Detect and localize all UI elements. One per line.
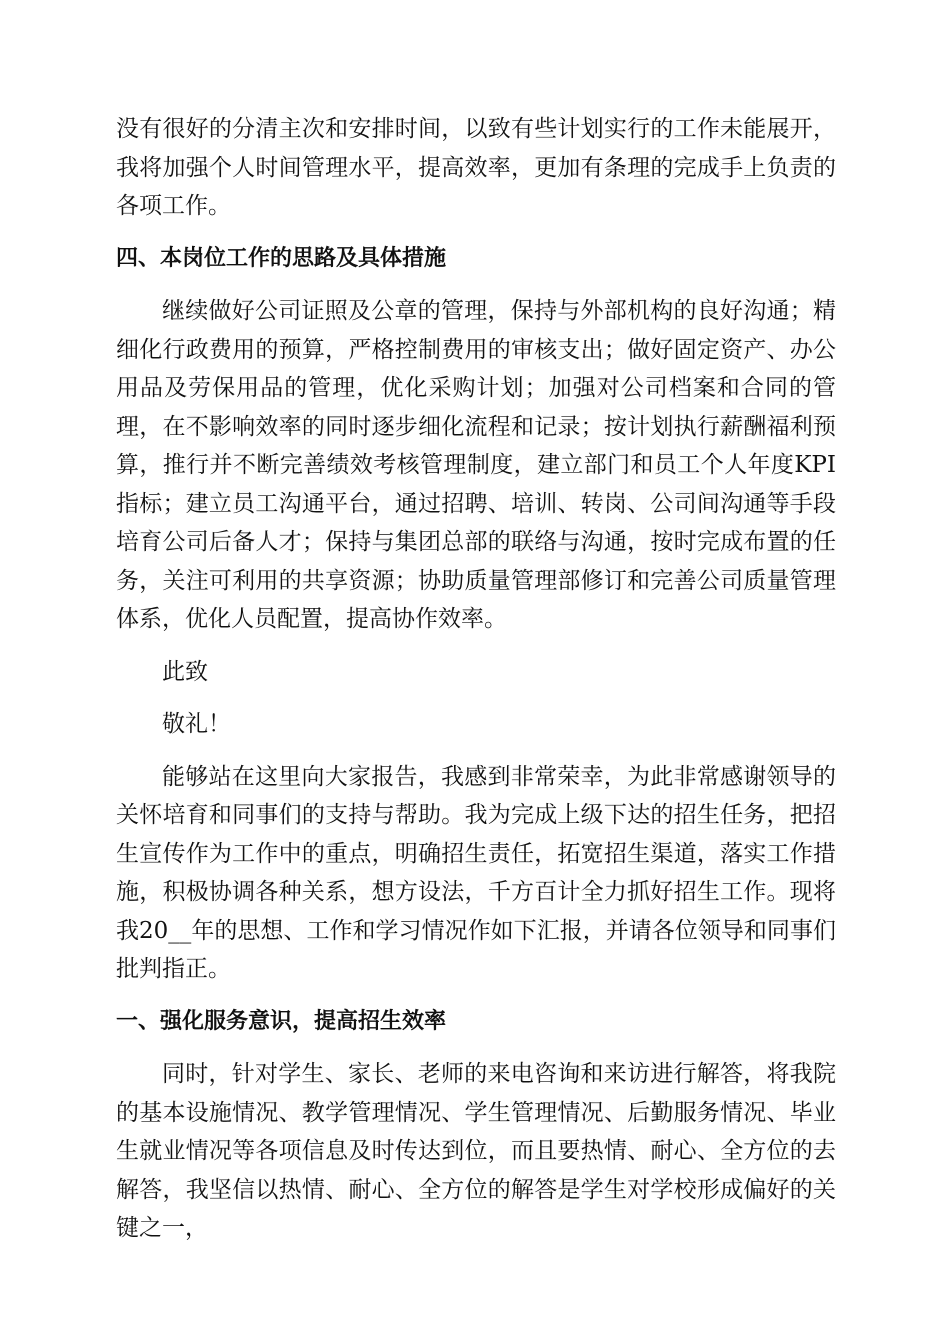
closing-salutation: 此致 [162,658,208,685]
paragraph-continuation: 没有很好的分清主次和安排时间，以致有些计划实行的工作未能展开，我将加强个人时间管理水平，提高效率，更加有条理的完成手上负责的各项工作。 [116,116,836,219]
paragraph-measures: 继续做好公司证照及公章的管理，保持与外部机构的良好沟通；精细化行政费用的预算，严格控制费用的审核支出；做好固定资产、办公用品及劳保用品的管理，优化采购计划；加强对公司档案和合同的管理，在不影响效率的同时逐步细化流程和记录；按计划执行薪酬福利预算，推行并不断完善绩效考核管理制度，建立部门和员工个人年度KPI指标；建立员工沟通平台，通过招聘、培训、转岗、公司间沟通等手段培育公司后备人才；保持与集团总部的联络与沟通，按时完成布置的任务，关注可利用的共享资源；协助质量管理部修订和完善公司质量管理体系，优化人员配置，提高协作效率。 [116,298,836,632]
closing-regards: 敬礼！ [162,711,231,737]
section-heading-1: 一、强化服务意识，提高招生效率 [116,1008,447,1034]
section-heading-4: 四、本岗位工作的思路及具体措施 [116,245,447,271]
paragraph-service: 同时，针对学生、家长、老师的来电咨询和来访进行解答，将我院的基本设施情况、教学管理情况、学生管理情况、后勤服务情况、毕业生就业情况等各项信息及时传达到位，而且要热情、耐心、全方位的去解答，我坚信以热情、耐心、全方位的解答是学生对学校形成偏好的关键之一， [116,1061,836,1241]
document-body [116,110,836,1262]
paragraph-intro: 能够站在这里向大家报告，我感到非常荣幸，为此非常感谢领导的关怀培育和同事们的支持与帮助。我为完成上级下达的招生任务，把招生宣传作为工作中的重点，明确招生责任，拓宽招生渠道，落实工作措施，积极协调各种关系，想方设法，千方百计全力抓好招生工作。现将我20__年的思想、工作和学习情况作如下汇报，并请各位领导和同事们批判指正。 [116,763,836,982]
